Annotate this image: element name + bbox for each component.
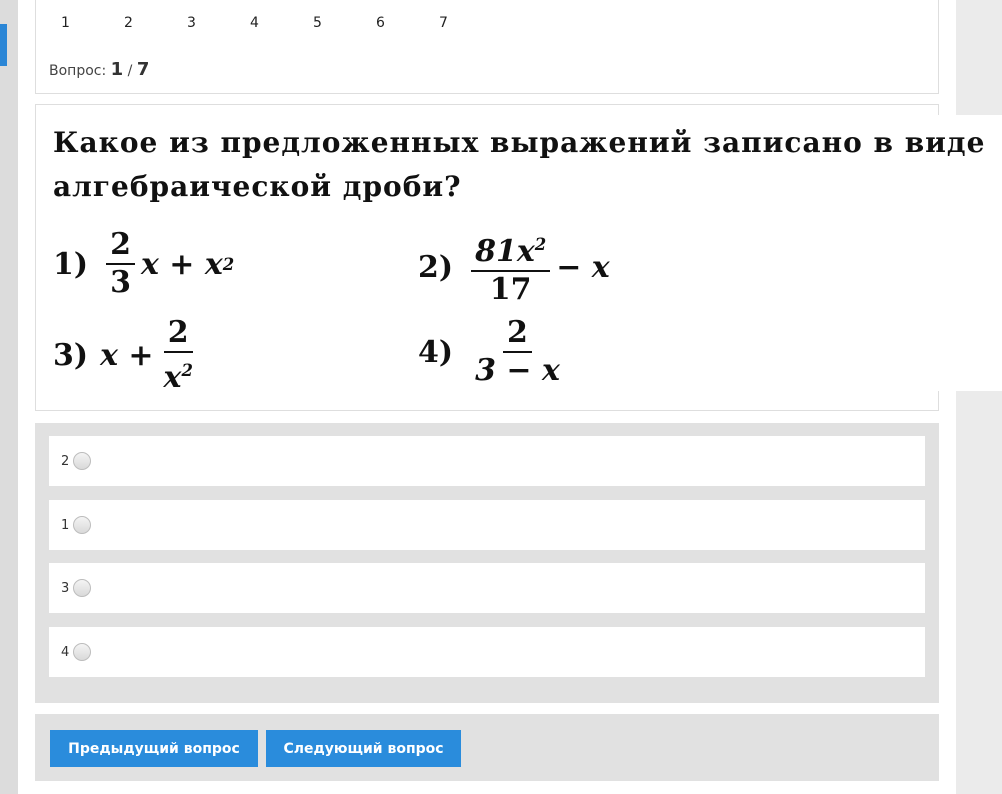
question-link-7[interactable]: 7 xyxy=(439,15,448,31)
radio-button[interactable] xyxy=(73,579,91,597)
option-4-denominator: 3 − x xyxy=(475,353,560,388)
question-text xyxy=(53,121,985,209)
option-2-tail: − x xyxy=(556,250,610,285)
answer-option-1[interactable] xyxy=(49,436,925,486)
option-3-denominator xyxy=(160,353,197,391)
option-2 xyxy=(418,227,610,308)
question-number-list xyxy=(50,15,491,31)
option-3-denominator-base: x xyxy=(163,360,182,391)
option-1-exponent: 2 xyxy=(222,254,235,274)
option-2-numerator-exponent: 2 xyxy=(534,235,547,254)
option-4-number: 4) xyxy=(418,334,454,370)
radio-button[interactable] xyxy=(73,452,91,470)
option-4-numerator: 2 xyxy=(503,315,532,353)
option-2-numerator-base: 81x xyxy=(475,234,535,269)
question-link-3[interactable]: 3 xyxy=(187,15,196,31)
next-question-button[interactable]: Следующий вопрос xyxy=(266,730,461,767)
counter-current: 1 xyxy=(110,59,124,80)
question-image xyxy=(45,115,1002,391)
option-2-numerator xyxy=(471,227,550,272)
question-text-line-1: Какое из предложенных выражений записано в виде xyxy=(53,126,986,159)
option-3-fraction xyxy=(160,315,197,391)
counter-label: Вопрос: xyxy=(49,63,107,79)
question-link-5[interactable]: 5 xyxy=(313,15,322,31)
navigation-buttons xyxy=(35,714,939,781)
answer-option-2[interactable] xyxy=(49,500,925,550)
answer-option-4[interactable] xyxy=(49,627,925,677)
question-link-1[interactable]: 1 xyxy=(61,15,70,31)
answer-option-3[interactable] xyxy=(49,563,925,613)
option-3 xyxy=(53,315,203,391)
option-1-fraction xyxy=(106,227,135,301)
option-1-number: 1) xyxy=(53,246,89,282)
left-tab-indicator xyxy=(0,24,7,66)
option-1-tail: x + x xyxy=(140,246,223,282)
option-3-number: 3) xyxy=(53,338,89,373)
option-2-number: 2) xyxy=(418,250,454,285)
option-2-fraction xyxy=(471,227,550,308)
counter-separator: / xyxy=(127,63,133,79)
question-counter xyxy=(49,59,149,80)
answer-option-label: 2 xyxy=(61,453,70,469)
previous-question-button[interactable]: Предыдущий вопрос xyxy=(50,730,258,767)
question-text-line-2: алгебраической дроби? xyxy=(53,170,462,203)
option-1-numerator: 2 xyxy=(106,227,135,265)
question-link-2[interactable]: 2 xyxy=(124,15,133,31)
option-1-denominator: 3 xyxy=(110,265,131,300)
option-3-numerator: 2 xyxy=(164,315,193,353)
question-navigation xyxy=(35,0,939,94)
answer-option-label: 3 xyxy=(61,580,70,596)
counter-total: 7 xyxy=(136,59,150,80)
radio-button[interactable] xyxy=(73,516,91,534)
option-1 xyxy=(53,227,234,301)
answer-option-label: 1 xyxy=(61,517,70,533)
option-3-head: x + xyxy=(100,338,154,373)
option-4 xyxy=(418,315,570,389)
question-link-4[interactable]: 4 xyxy=(250,15,259,31)
answer-options xyxy=(35,423,939,703)
option-2-denominator: 17 xyxy=(489,272,532,307)
radio-button[interactable] xyxy=(73,643,91,661)
option-3-denominator-exponent: 2 xyxy=(181,361,193,380)
question-link-6[interactable]: 6 xyxy=(376,15,385,31)
left-gutter xyxy=(0,0,18,794)
option-4-fraction xyxy=(471,315,564,389)
answer-option-label: 4 xyxy=(61,644,70,660)
